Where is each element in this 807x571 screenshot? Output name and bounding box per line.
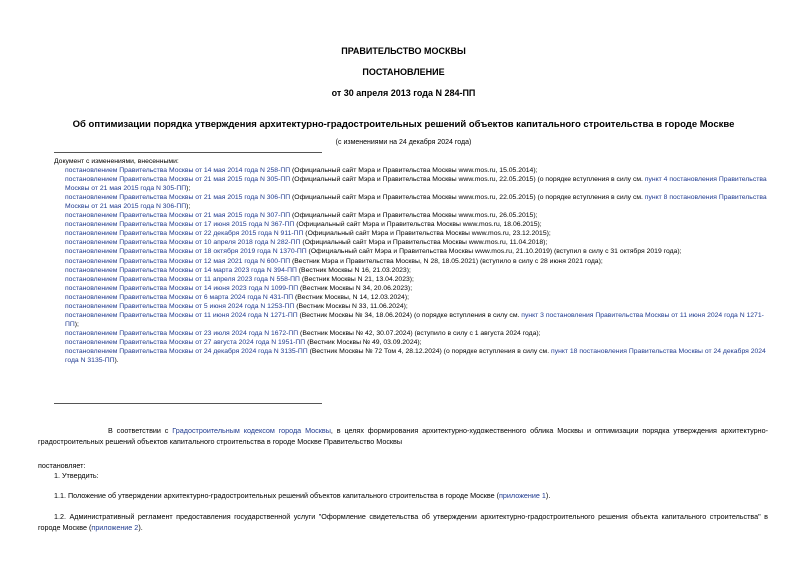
change-decree-link[interactable]: постановлением Правительства Москвы от 14 июня 2023 года N 1099-ПП: [65, 284, 299, 292]
p12-pre: 1.2. Административный регламент предоставления государственной услуги "Оформление свидетельства об утверждении архитектурно-градостроительного решения объекта капитального строительства" в городе Москве (: [38, 512, 768, 532]
change-decree-link[interactable]: постановлением Правительства Москвы от 23 июля 2024 года N 1672-ПП: [65, 329, 299, 337]
doc-title: Об оптимизации порядка утверждения архитектурно-градостроительных решений объектов капитального строительства в городе Москве: [72, 119, 735, 130]
change-item: [54, 347, 770, 365]
doc-type-heading: ПОСТАНОВЛЕНИЕ: [362, 67, 445, 77]
urban-code-link[interactable]: Градостроительным кодексом города Москвы: [172, 426, 331, 435]
change-item: [54, 257, 770, 266]
change-source-text: (Вестник Москвы № 42, 30.07.2024) (вступило в силу с 1 августа 2024 года);: [298, 329, 541, 337]
doc-date-number: от 30 апреля 2013 года N 284-ПП: [331, 88, 476, 98]
changes-list: [54, 157, 770, 365]
change-item: [54, 229, 770, 238]
change-tail-text: );: [74, 320, 79, 328]
change-tail-text: );: [186, 185, 191, 193]
change-item: [54, 302, 770, 311]
change-decree-link[interactable]: постановлением Правительства Москвы от 5 июня 2024 года N 1253-ПП: [65, 302, 295, 310]
p12-post: ).: [138, 522, 143, 532]
change-source-text: (Вестник Москвы № 34, 18.06.2024) (о порядке вступления в силу см.: [297, 311, 522, 319]
change-source-text: (Вестник Москвы № 49, 03.09.2024);: [305, 338, 422, 346]
change-decree-link[interactable]: постановлением Правительства Москвы от 21 мая 2015 года N 307-ПП: [65, 212, 291, 220]
change-decree-link[interactable]: постановлением Правительства Москвы от 21 мая 2015 года N 306-ПП: [65, 194, 291, 202]
appendix-1-link[interactable]: приложение 1: [499, 491, 546, 500]
change-source-text: (Вестник Москвы, N 14, 12.03.2024);: [293, 293, 409, 301]
change-item: [54, 175, 770, 193]
paragraph-decree: постановляет:: [38, 461, 86, 470]
change-decree-link[interactable]: постановлением Правительства Москвы от 12 мая 2021 года N 600-ПП: [65, 257, 291, 265]
change-source-text: (Официальный сайт Мэра и Правительства Москвы www.mos.ru, 18.06.2015);: [294, 221, 542, 229]
change-decree-link[interactable]: постановлением Правительства Москвы от 24 декабря 2024 года N 3135-ПП: [65, 347, 308, 355]
change-source-text: (Вестник Москвы N 33, 11.06.2024);: [294, 302, 408, 310]
preamble-pre: В соответствии с: [108, 426, 173, 435]
paragraph-1-1: [38, 491, 784, 502]
change-decree-link[interactable]: постановлением Правительства Москвы от 10 апреля 2018 года N 282-ПП: [65, 239, 301, 247]
change-decree-link[interactable]: постановлением Правительства Москвы от 21 мая 2015 года N 305-ПП: [65, 176, 291, 184]
paragraph-preamble: [38, 426, 768, 447]
preamble-post: , в целях формирования архитектурно-художественного облика Москвы и оптимизации порядка утверждения архитектурно-градостроительных решений объектов капитального строительства в городе Москве Правительство Москвы: [38, 426, 768, 446]
change-entry-point-link[interactable]: пункт 4 постановления Правительства Москвы от 21 мая 2015 года N 305-ПП: [65, 176, 767, 193]
paragraph-approve: 1. Утвердить:: [54, 471, 99, 480]
change-item: [54, 293, 770, 302]
change-source-text: (Вестник Москвы N 16, 21.03.2023);: [296, 266, 411, 274]
change-item: [54, 275, 770, 284]
change-source-text: (Официальный сайт Мэра и Правительства Москвы www.mos.ru, 21.10.2019) (вступил в силу с 31 октября 2019 года);: [306, 248, 682, 256]
change-tail-text: ).: [114, 357, 119, 365]
change-source-text: (Официальный сайт Мэра и Правительства Москвы www.mos.ru, 22.05.2015) (о порядке вступления в силу см.: [290, 194, 645, 202]
divider-bottom: [54, 403, 322, 404]
change-entry-point-link[interactable]: пункт 18 постановления Правительства Москвы от 24 декабря 2024 года N 3135-ПП: [65, 347, 766, 365]
change-item: [54, 338, 770, 347]
change-item: [54, 311, 770, 329]
change-source-text: (Официальный сайт Мэра и Правительства Москвы www.mos.ru, 15.05.2014);: [290, 167, 538, 175]
change-decree-link[interactable]: постановлением Правительства Москвы от 14 мая 2014 года N 258-ПП: [65, 167, 291, 175]
p11-post: ).: [545, 491, 551, 500]
change-item: [54, 220, 770, 229]
change-item: [54, 193, 770, 211]
amended-note: (с изменениями на 24 декабря 2024 года): [335, 139, 472, 146]
divider-top: [54, 152, 322, 153]
change-decree-link[interactable]: постановлением Правительства Москвы от 11 апреля 2023 года N 558-ПП: [65, 275, 300, 283]
change-source-text: (Официальный сайт Мэра и Правительства Москвы www.mos.ru, 11.04.2018);: [300, 239, 548, 247]
change-decree-link[interactable]: постановлением Правительства Москвы от 18 октября 2019 года N 1370-ПП: [65, 248, 307, 256]
change-source-text: (Вестник Москвы N 21, 13.04.2023);: [299, 275, 414, 283]
changes-items: [54, 166, 770, 365]
change-decree-link[interactable]: постановлением Правительства Москвы от 14 марта 2023 года N 394-ПП: [65, 266, 297, 274]
change-decree-link[interactable]: постановлением Правительства Москвы от 22 декабря 2015 года N 911-ПП: [65, 230, 304, 238]
change-item: [54, 238, 770, 247]
change-tail-text: );: [186, 203, 191, 211]
p11-pre: 1.1. Положение об утверждении архитектурно-градостроительных решений объектов капитального строительства в городе Москве (: [54, 491, 500, 500]
change-entry-point-link[interactable]: пункт 8 постановления Правительства Москвы от 21 мая 2015 года N 306-ПП: [65, 194, 767, 211]
change-source-text: (Официальный сайт Мэра и Правительства Москвы www.mos.ru, 23.12.2015);: [303, 230, 551, 238]
paragraph-1-2: [38, 512, 768, 533]
change-source-text: (Вестник Мэра и Правительства Москвы, N 28, 18.05.2021) (вступило в силу с 28 июня 2021 года);: [290, 257, 603, 265]
change-item: [54, 166, 770, 175]
change-item: [54, 266, 770, 275]
appendix-2-link[interactable]: приложение 2: [91, 522, 139, 532]
change-item: [54, 329, 770, 338]
change-source-text: (Официальный сайт Мэра и Правительства Москвы www.mos.ru, 26.05.2015);: [290, 212, 538, 220]
change-entry-point-link[interactable]: пункт 3 постановления Правительства Москвы от 11 июня 2024 года N 1271-ПП: [65, 311, 764, 328]
authority-heading: ПРАВИТЕЛЬСТВО МОСКВЫ: [341, 46, 466, 56]
change-decree-link[interactable]: постановлением Правительства Москвы от 27 августа 2024 года N 1951-ПП: [65, 338, 306, 346]
change-item: [54, 284, 770, 293]
change-source-text: (Вестник Москвы N 34, 20.06.2023);: [298, 284, 413, 292]
change-item: [54, 247, 770, 256]
change-decree-link[interactable]: постановлением Правительства Москвы от 17 июня 2015 года N 367-ПП: [65, 221, 295, 229]
change-source-text: (Вестник Москвы № 72 Том 4, 28.12.2024) (о порядке вступления в силу см.: [307, 347, 552, 355]
change-source-text: (Официальный сайт Мэра и Правительства Москвы www.mos.ru, 22.05.2015) (о порядке вступления в силу см.: [290, 176, 645, 184]
change-item: [54, 211, 770, 220]
change-decree-link[interactable]: постановлением Правительства Москвы от 11 июня 2024 года N 1271-ПП: [65, 311, 298, 319]
change-decree-link[interactable]: постановлением Правительства Москвы от 6 марта 2024 года N 431-ПП: [65, 293, 294, 301]
changes-intro: Документ с изменениями, внесенными:: [54, 158, 179, 165]
